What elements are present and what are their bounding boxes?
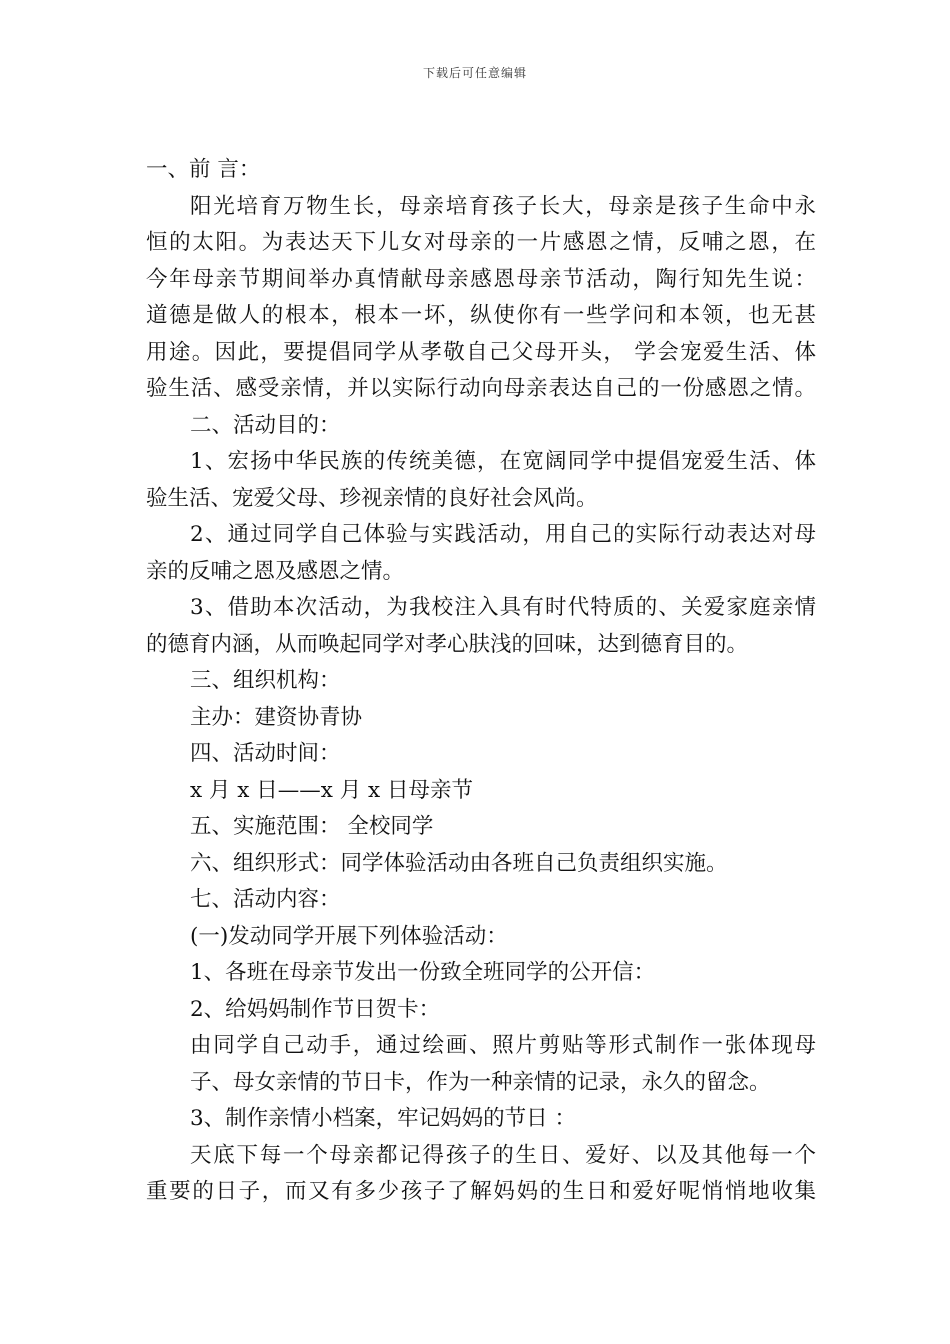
text-line: 天底下每一个母亲都记得孩子的生日、爱好、以及其他每一个 (190, 1142, 816, 1168)
page-header: 下载后可任意编辑 (422, 66, 527, 80)
document-body (146, 152, 816, 1211)
text-line: 四、活动时间： (190, 741, 341, 766)
text-line: 阳光培育万物生长，母亲培育孩子长大，母亲是孩子生命中永 (190, 193, 816, 219)
text-line: 验生活、感受亲情，并以实际行动向母亲表达自己的一份感恩之情。 (146, 376, 816, 401)
text-line: 七、活动内容： (190, 887, 341, 912)
text-line: 1、各班在母亲节发出一份致全班同学的公开信： (190, 960, 656, 985)
text-line: 五、实施范围： 全校同学 (190, 814, 434, 839)
text-line: 2、给妈妈制作节日贺卡： (190, 996, 441, 1022)
text-line: 道德是做人的根本，根本一坏，纵使你有一些学问和本领，也无甚 (146, 303, 816, 328)
text-line: 六、组织形式：同学体验活动由各班自己负责组织实施。 (190, 850, 728, 876)
text-line: 2、通过同学自己体验与实践活动，用自己的实际行动表达对母 (190, 522, 816, 547)
text-line: 恒的太阳。为表达天下儿女对母亲的一片感恩之情，反哺之恩，在 (146, 230, 816, 255)
text-line: x 月 x 日——x 月 x 日母亲节 (190, 777, 474, 803)
text-line: 用途。因此，要提倡同学从孝敬自己父母开头， 学会宠爱生活、体 (146, 339, 816, 365)
text-line: (一)发动同学开展下列体验活动： (190, 923, 508, 949)
text-line: 验生活、宠爱父母、珍视亲情的良好社会风尚。 (146, 485, 598, 511)
text-line: 今年母亲节期间举办真情献母亲感恩母亲节活动，陶行知先生说： (146, 266, 816, 292)
text-line: 3、借助本次活动，为我校注入具有时代特质的、关爱家庭亲情 (190, 595, 816, 620)
text-line: 二、活动目的： (190, 412, 341, 438)
text-line: 1、宏扬中华民族的传统美德，在宽阔同学中提倡宠爱生活、体 (190, 449, 816, 474)
text-line: 重要的日子，而又有多少孩子了解妈妈的生日和爱好呢悄悄地收集 (146, 1179, 816, 1204)
text-line: 亲的反哺之恩及感恩之情。 (146, 558, 405, 584)
text-line: 的德育内涵，从而唤起同学对孝心肤浅的回味，达到德育目的。 (146, 631, 749, 657)
text-line: 主办：建资协青协 (190, 704, 363, 730)
text-line: 三、组织机构： (190, 668, 341, 693)
text-line: 一、前 言： (146, 157, 261, 182)
text-line: 3、制作亲情小档案，牢记妈妈的节日 ： (190, 1106, 577, 1131)
text-line: 由同学自己动手，通过绘画、照片剪贴等形式制作一张体现母 (190, 1033, 816, 1058)
text-line: 子、母女亲情的节日卡，作为一种亲情的记录，永久的留念。 (190, 1069, 771, 1095)
